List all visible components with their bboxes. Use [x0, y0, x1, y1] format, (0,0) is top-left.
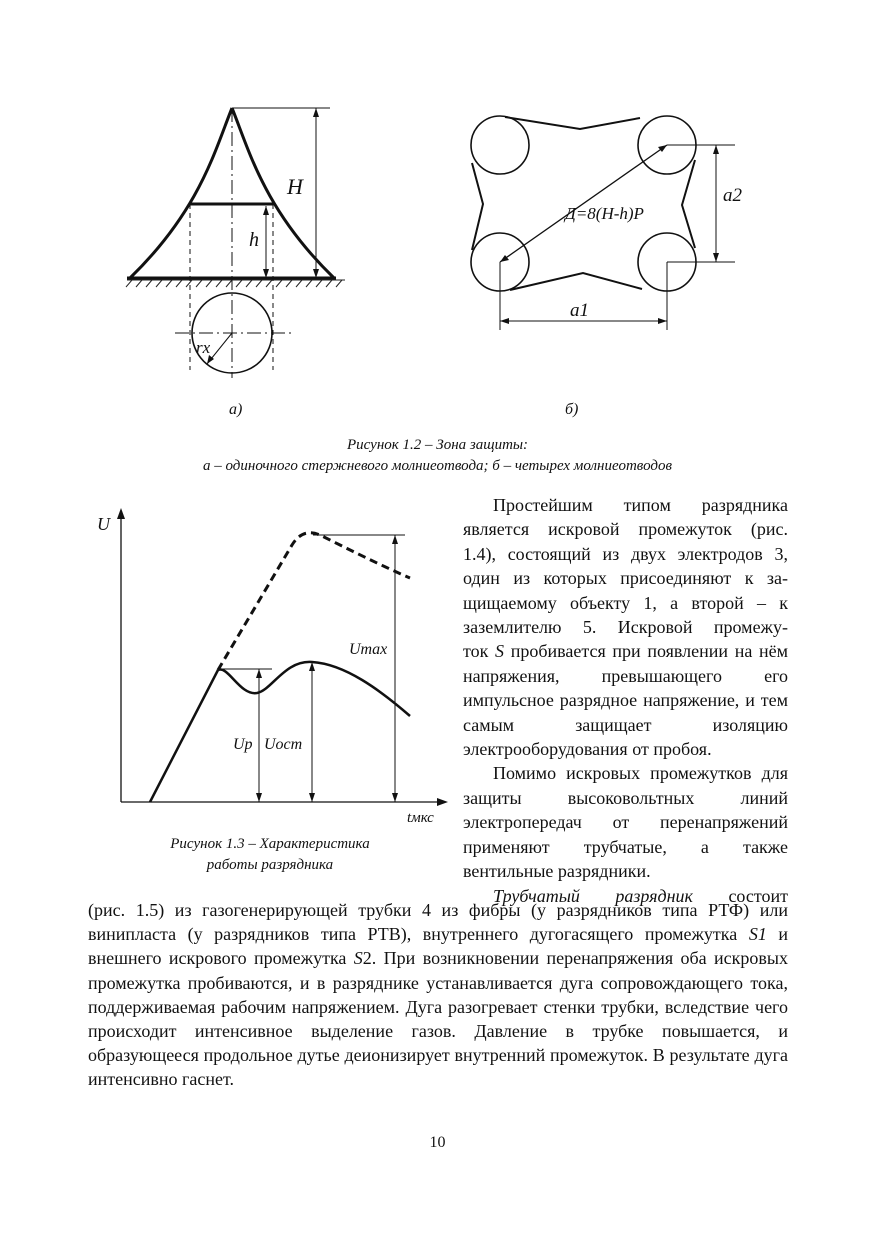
protection-zone-left — [130, 108, 232, 278]
figure-1-2-caption — [100, 435, 775, 477]
caption-line: а – одиночного стержневого молниеотвода; б – четырех молниеотводов — [202, 458, 672, 474]
label-a2: a2 — [723, 185, 742, 206]
page-number: 10 — [429, 1134, 446, 1151]
label-h: h — [249, 229, 259, 251]
paragraph-spark-gap — [463, 493, 788, 761]
text-line: один из которых присоединяют к за- — [463, 568, 788, 589]
label-formula: Д=8(H-h)P — [565, 204, 644, 223]
panel-a-label: а) — [229, 401, 243, 418]
voltage-rise-line — [150, 670, 218, 802]
full-width-text — [88, 898, 788, 1092]
label-uost: Uост — [264, 736, 303, 753]
text-line: Простейшим типом разрядника — [493, 495, 788, 515]
side-text-column — [463, 493, 788, 908]
symbol-s1: S1 — [748, 924, 767, 945]
ground-hatch — [126, 280, 345, 287]
caption-line: Рисунок 1.3 – Характеристика — [170, 836, 370, 852]
text-line: 1.4), состоящий из двух электродов 3, — [463, 543, 788, 564]
figure-1-3-caption — [110, 834, 430, 876]
label-umax: Umax — [349, 641, 388, 658]
label-rx: rx — [196, 338, 211, 357]
caption-line: Рисунок 1.2 – Зона защиты: — [346, 437, 529, 453]
paragraph-tubular-arrester: (рис. 1.5) из газогенерирующей трубки 4 из фибры (у разрядников типа РТФ) или винипласта (у разрядников типа РТВ), внутреннего дугогасящего промежутка S1 и внешнего искрового промежутка S2. При возникновении перенапряжения оба искровых промежутка пробиваются, и в разряднике устанавливается дуга сопровождающего тока, поддерживаемая рабочим напряжением. Дуга разогревает стенки трубки, вследствие чего происходит интенсивное выделение газов. Давление в трубке повышается, и образующееся продольное дутье деионизирует внутренний промежуток. В результате дуга интенсивно гаснет. — [88, 900, 788, 1090]
caption-line: работы разрядника — [206, 857, 334, 873]
axis-y-label: U — [97, 514, 110, 534]
text-line: щищаемому объекту 1, а второй – к — [463, 592, 788, 613]
text-line: заземлителю 5. Искровой промежу- — [463, 617, 788, 638]
rod-circle — [471, 116, 529, 174]
symbol-s2: S — [353, 948, 363, 969]
text-line-tail: ток S пробивается при появлении на нём напряжения, превышающего его импульсное разрядное напряжение, и тем самым защищает изоляцию электрооборудования от пробоя. — [463, 641, 789, 760]
figure-1-2b-diagram — [455, 105, 755, 340]
label-a1: a1 — [570, 300, 589, 321]
label-up: Up — [233, 736, 253, 753]
label-H: H — [287, 174, 303, 199]
term-tubular-arrester: Трубчатый разрядник — [493, 885, 693, 906]
text-line: является искровой промежуток (рис. — [463, 519, 788, 540]
panel-b-label: б) — [565, 401, 579, 418]
axis-x-label: tмкс — [407, 810, 434, 826]
protection-zone-right — [232, 108, 334, 278]
paragraph-lines-protection: Помимо искровых промежутков для защиты высоковольтных линий электропередач от перенапряжений применяют трубчатые, а также вентильные разрядники. — [463, 763, 788, 882]
figure-1-2a-diagram — [120, 95, 350, 385]
symbol-s: S — [495, 641, 505, 662]
figure-1-3-chart — [90, 500, 460, 830]
paragraph-tubular-start: Трубчатый разрядник состоит — [493, 885, 788, 906]
